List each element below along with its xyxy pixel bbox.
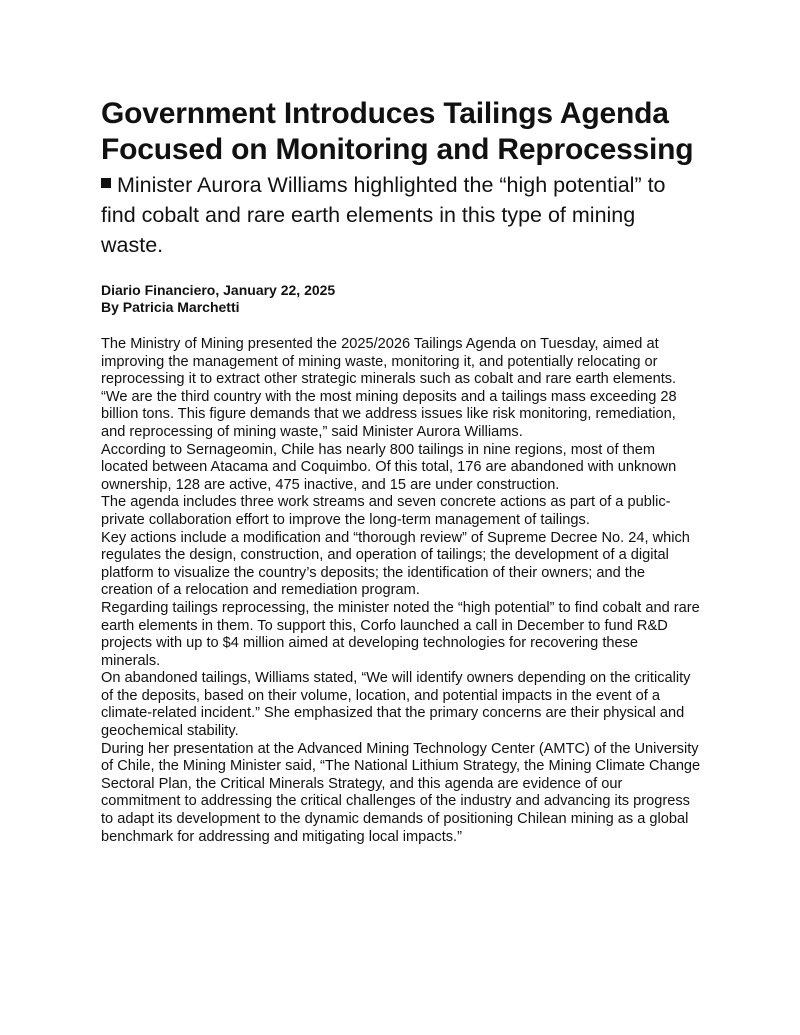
paragraph: The agenda includes three work streams and seven concrete actions as part of a public-private collaboration effort to improve the long-term management of tailings.	[101, 494, 671, 528]
article-title: Government Introduces Tailings Agenda Focused on Monitoring and Reprocessing	[101, 97, 694, 166]
article-body	[101, 336, 701, 846]
article-meta	[101, 282, 701, 316]
paragraph: The Ministry of Mining presented the 2025/2026 Tailings Agenda on Tuesday, aimed at improving the management of mining waste, monitoring it, and potentially relocating or reprocessing it to extract other strategic minerals such as cobalt and rare earth elements.	[101, 336, 677, 388]
paragraph: According to Sernageomin, Chile has nearly 800 tailings in nine regions, most of them located between Atacama and Coquimbo. Of this total, 176 are abandoned with unknown ownership, 128 are active, 475 inactive, and 15 are under construction.	[101, 441, 677, 493]
article	[101, 96, 701, 846]
paragraph: During her presentation at the Advanced Mining Technology Center (AMTC) of the University of Chile, the Mining Minister said, “The National Lithium Strategy, the Mining Climate Change Sectoral Plan, the Critical Minerals Strategy, and this agenda are evidence of our commitment to addressing the critical challenges of the industry and advancing its progress to adapt its development to the dynamic demands of positioning Chilean mining as a global benchmark for addressing and mitigating local impacts.”	[101, 740, 701, 845]
byline: By Patricia Marchetti	[101, 299, 240, 315]
paragraph: “We are the third country with the most mining deposits and a tailings mass exceeding 28 billion tons. This figure demands that we address issues like risk monitoring, remediation, and reprocessing of mining waste,” said Minister Aurora Williams.	[101, 388, 677, 440]
subtitle-text: Minister Aurora Williams highlighted the “high potential” to find cobalt and rare earth elements in this type of mining waste.	[101, 173, 666, 257]
square-bullet-icon	[101, 178, 111, 188]
article-subtitle	[101, 170, 701, 260]
paragraph: On abandoned tailings, Williams stated, “We will identify owners depending on the criticality of the deposits, based on their volume, location, and potential impacts in the event of a climate-related incident.” She emphasized that the primary concerns are their physical and geochemical stability.	[101, 670, 691, 740]
paragraph: Regarding tailings reprocessing, the minister noted the “high potential” to find cobalt and rare earth elements in them. To support this, Corfo launched a call in December to fund R&D projects with up to $4 million aimed at developing technologies for recovering these minerals.	[101, 599, 700, 669]
paragraph: Key actions include a modification and “thorough review” of Supreme Decree No. 24, which regulates the design, construction, and operation of tailings; the development of a digital platform to visualize the country’s deposits; the identification of their owners; and the creation of a relocation and remediation program.	[101, 529, 690, 599]
source-dateline: Diario Financiero, January 22, 2025	[101, 282, 336, 298]
